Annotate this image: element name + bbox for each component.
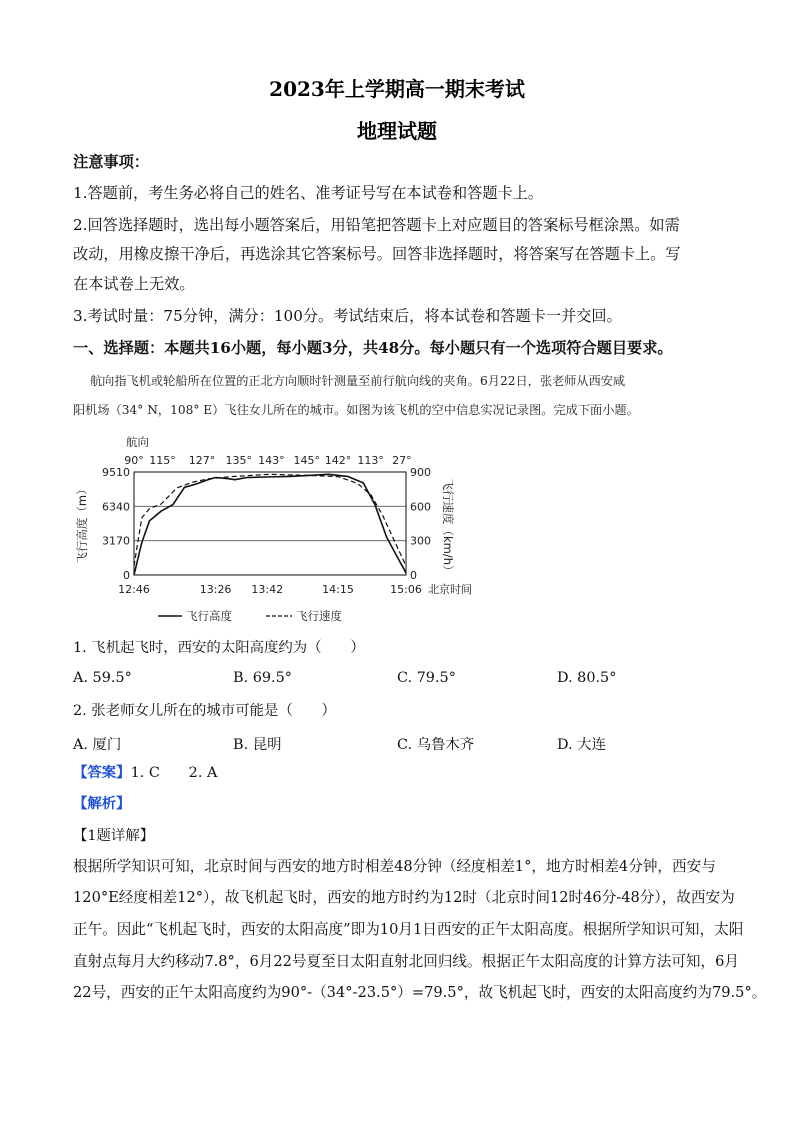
exam-title: 2023年上学期高一期末考试 [269,77,525,101]
x-axis-label: 北京时间 [428,583,472,596]
x-tick-label: 13:42 [251,583,284,596]
heading-label: 142° [324,454,352,467]
answer-row [73,763,733,783]
notice-item-2-line-2: 改动，用橡皮擦干净后，再选涂其它答案标号。回答非选择题时，将答案写在答题卡上。写 [73,245,681,263]
legend-speed-label: 飞行速度 [296,609,342,623]
notice-item-3: 3.考试时量：75分钟，满分：100分。考试结束后，将本试卷和答题卡一并交回。 [73,307,622,325]
right-tick-label: 300 [410,534,431,548]
right-tick-label: 900 [410,466,431,479]
heading-label: 145° [293,454,320,467]
heading-label: 135° [225,454,252,467]
question-2-option-b[interactable]: B. 昆明 [233,737,282,753]
notice-item-1: 1.答题前，考生务必将自己的姓名、准考证号写在本试卷和答题卡上。 [73,184,544,202]
heading-label: 115° [149,454,176,467]
left-tick-label: 9510 [102,466,130,479]
analysis-line-1: 根据所学知识可知，北京时间与西安的地方时相差48分钟（经度相差1°，地方时相差4分钟，西安与 [73,858,716,875]
notice-item-2-line-3: 在本试卷上无效。 [73,275,195,293]
heading-label: 90° [124,454,144,467]
left-tick-label: 3170 [102,534,130,548]
answer-text: 1. C 2. A [130,765,218,781]
subject-title: 地理试题 [357,119,437,143]
legend-altitude-label: 飞行高度 [186,609,232,623]
left-tick-label: 0 [123,569,130,582]
analysis-line-5: 22号，西安的正午太阳高度约为90°-（34°-23.5°）=79.5°，故飞机起飞时，西安的太阳高度约为79.5°。 [73,984,767,1001]
passage-line-2: 阳机场（34° N，108° E）飞往女儿所在的城市。如图为该飞机的空中信息实况记录图。完成下面小题。 [73,403,639,417]
question-1-option-a[interactable]: A. 59.5° [73,670,132,686]
question-1-option-d[interactable]: D. 80.5° [557,670,617,686]
x-tick-label: 14:15 [322,583,354,596]
heading-label: 143° [258,454,285,467]
x-tick-label: 15:06 [390,583,422,596]
x-tick-label: 13:26 [199,583,232,596]
flight-info-chart [70,430,490,630]
analysis-row [73,794,733,814]
y-axis-left-label: 飞行高度（m） [75,483,89,564]
heading-label: 27° [392,454,412,467]
answer-tag: 【答案】 [73,764,131,781]
section-heading: 一、选择题：本题共16小题，每小题3分，共48分。每小题只有一个选项符合题目要求。 [73,339,673,357]
question-1-stem: 1. 飞机起飞时，西安的太阳高度约为（ ） [73,640,365,656]
analysis-line-4: 直射点每月大约移动7.8°，6月22号夏至日太阳直射北回归线。根据正午太阳高度的计算方法可知，6月 [73,953,739,970]
analysis-sub-heading: 【1题详解】 [73,828,155,844]
question-2-option-a[interactable]: A. 厦门 [73,737,122,753]
left-tick-label: 6340 [102,500,130,514]
analysis-line-3: 正午。因此“飞机起飞时，西安的太阳高度”即为10月1日西安的正午太阳高度。根据所学知识可知，太阳 [73,921,744,938]
top-axis-label: 航向 [126,435,149,449]
heading-label: 127° [188,454,216,467]
question-2-option-d[interactable]: D. 大连 [557,737,606,753]
analysis-tag: 【解析】 [73,795,131,812]
passage-line-1: 航向指飞机或轮船所在位置的正北方向顺时针测量至前行航向线的夹角。6月22日，张老师从西安咸 [90,374,626,388]
heading-label: 113° [357,454,384,467]
question-2-stem: 2. 张老师女儿所在的城市可能是（ ） [73,703,336,719]
right-tick-label: 600 [410,500,431,514]
analysis-line-2: 120°E经度相差12°），故飞机起飞时，西安的地方时约为12时（北京时间12时46分-48分），故西安为 [73,889,735,906]
y-axis-right-label: 飞行速度（km/h） [441,478,455,577]
x-tick-label: 12:46 [118,583,150,596]
question-1-option-b[interactable]: B. 69.5° [233,670,292,686]
question-1-option-c[interactable]: C. 79.5° [397,670,456,686]
question-2-option-c[interactable]: C. 乌鲁木齐 [397,737,475,753]
notice-heading: 注意事项： [73,153,149,171]
right-tick-label: 0 [410,569,417,582]
notice-item-2-line-1: 2.回答选择题时，选出每小题答案后，用铅笔把答题卡上对应题目的答案标号框涂黑。如需 [73,216,680,234]
